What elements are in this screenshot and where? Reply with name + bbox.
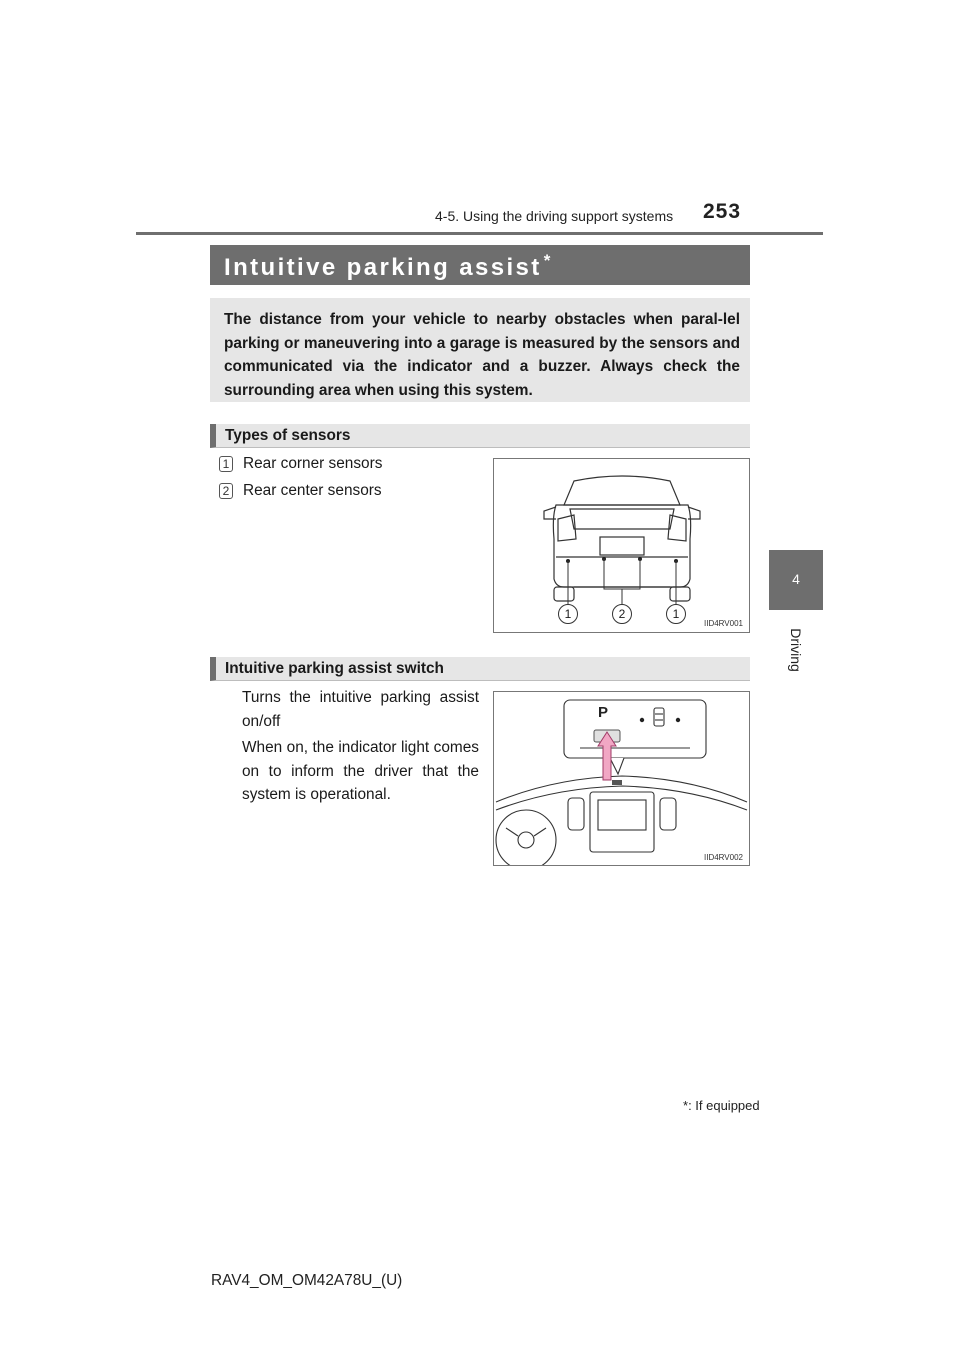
callout-center: 2 [612,604,632,624]
document-id: RAV4_OM_OM42A78U_(U) [211,1272,403,1289]
rear-vehicle-figure [493,458,750,633]
section-heading-switch-text: Intuitive parking assist switch [225,660,444,677]
footnote-text: : If equipped [688,1098,760,1113]
figure-code: IID4RV002 [704,853,743,862]
callout-corner-right: 1 [666,604,686,624]
page-title [224,251,553,282]
list-number-badge: 2 [219,483,233,499]
switch-description: Turns the intuitive parking assist on/off [242,689,479,730]
section-heading-sensors-text: Types of sensors [225,427,351,444]
dashboard-figure [493,691,750,866]
header-rule [136,232,823,235]
list-item-rear-center: Rear center sensors [243,482,382,499]
parking-assist-indicator-icon: P [598,704,609,721]
chapter-number: 4 [792,571,800,587]
footnote [683,1098,760,1113]
dashboard-illustration [494,692,749,865]
indicator-description: When on, the indicator light comes on to inform the driver that the system is operational. [242,739,479,803]
chapter-tab [769,550,823,610]
footnote-marker-icon: * [683,1098,689,1113]
section-heading-switch [210,657,750,681]
chapter-label: Driving [788,628,804,672]
page-number: 253 [703,200,742,223]
title-bar [210,245,750,285]
section-path: 4-5. Using the driving support systems [435,208,674,224]
intro-text: The distance from your vehicle to nearby obstacles when paral-lel parking or maneuvering into a garage is measured by the sensors and communicated via the indicator and a buzzer. Always check the surrounding area when using this system. [224,311,740,399]
list-number-badge: 1 [219,456,233,472]
list-item-rear-corner: Rear corner sensors [243,455,383,472]
figure-code: IID4RV001 [704,619,743,628]
page-title-text: Intuitive parking assist [224,254,542,281]
equipped-marker-icon: * [543,251,553,270]
callout-corner-left: 1 [558,604,578,624]
intro-box [210,298,750,402]
section-heading-sensors [210,424,750,448]
